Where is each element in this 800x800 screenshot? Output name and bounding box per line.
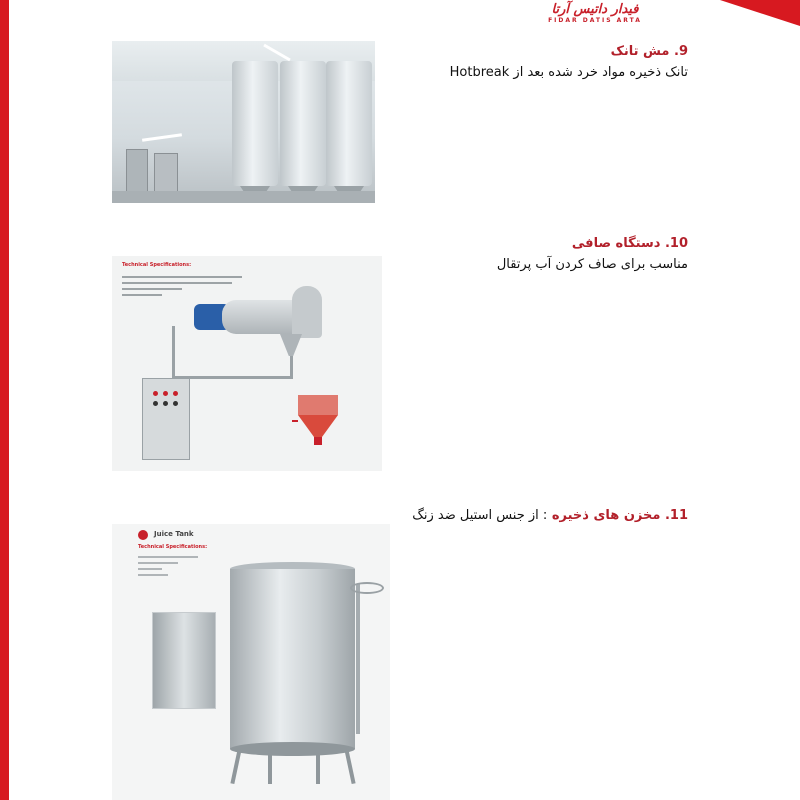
spec-subtitle: Technical Specifications:: [138, 544, 208, 550]
strainer-photo: [112, 256, 382, 471]
mash-tank-photo: [112, 41, 375, 203]
corner-accent: [720, 0, 800, 26]
item-number: 11.: [664, 508, 688, 523]
item-11-description: : از جنس استیل ضد زنگ: [412, 508, 548, 523]
juice-tank-title: Juice Tank: [154, 530, 194, 538]
item-10-heading: [572, 236, 688, 251]
juice-tank-photo: [112, 524, 390, 800]
item-11-heading: [412, 508, 688, 523]
item-title: مخزن های ذخیره: [551, 508, 661, 523]
storage-tank: [230, 569, 355, 749]
logo-text-en: FIDAR DATIS ARTA: [548, 17, 642, 24]
item-9-description: تانک ذخیره مواد خرد شده بعد از Hotbreak: [449, 65, 688, 80]
tank-inset-photo: [152, 612, 216, 709]
company-logo: [520, 2, 670, 25]
item-title: دستگاه صافی: [571, 236, 661, 251]
spec-text-block: [122, 262, 272, 300]
item-9-heading: [611, 44, 688, 59]
item-title: مش تانک: [610, 44, 670, 59]
control-cabinet: [142, 378, 190, 460]
control-panel: [126, 149, 148, 193]
logo-text-fa: فیدار داتیس آرتا: [551, 2, 639, 17]
item-number: 10.: [664, 236, 688, 251]
spec-subtitle: Technical Specifications:: [122, 262, 192, 268]
left-accent-bar: [0, 0, 9, 800]
item-number: 9.: [674, 44, 688, 59]
strainer-diagram: [292, 391, 344, 446]
number-badge: [138, 530, 148, 540]
control-panel: [154, 153, 178, 193]
item-10-description: مناسب برای صاف کردن آب پرتقال: [496, 257, 688, 272]
